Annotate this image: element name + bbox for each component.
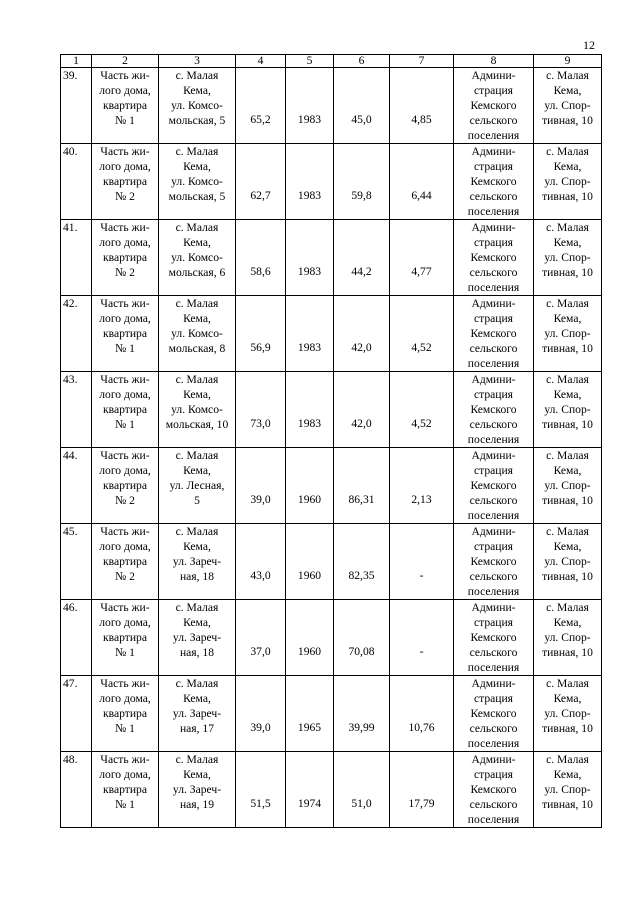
cell-value: 4,52 bbox=[390, 372, 454, 448]
cell-year: 1960 bbox=[286, 524, 334, 600]
table-row bbox=[61, 144, 602, 220]
cell-row-number: 43. bbox=[61, 372, 92, 448]
cell-object-name bbox=[92, 296, 159, 372]
cell-object-name-text: Часть жи- лого дома, квартира № 2 bbox=[99, 145, 151, 203]
cell-value: 4,52 bbox=[390, 296, 454, 372]
cell-holder-text: Админи- страция Кемского сельского поселения bbox=[467, 677, 520, 750]
cell-value: - bbox=[390, 600, 454, 676]
cell-holder-text: Админи- страция Кемского сельского поселения bbox=[467, 525, 520, 598]
cell-object-name bbox=[92, 144, 159, 220]
table-row bbox=[61, 68, 602, 144]
cell-area: 56,9 bbox=[236, 296, 286, 372]
cell-row-number: 48. bbox=[61, 752, 92, 828]
cell-holder-text: Админи- страция Кемского сельского поселения bbox=[467, 449, 520, 522]
table-row bbox=[61, 676, 602, 752]
cell-wear: 70,08 bbox=[334, 600, 390, 676]
cell-holder bbox=[454, 752, 534, 828]
cell-address bbox=[159, 600, 236, 676]
cell-area: 62,7 bbox=[236, 144, 286, 220]
table-row bbox=[61, 372, 602, 448]
cell-object-name-text: Часть жи- лого дома, квартира № 1 bbox=[99, 69, 151, 127]
cell-year: 1965 bbox=[286, 676, 334, 752]
cell-area: 73,0 bbox=[236, 372, 286, 448]
cell-object-name bbox=[92, 220, 159, 296]
cell-holder bbox=[454, 220, 534, 296]
cell-object-name-text: Часть жи- лого дома, квартира № 2 bbox=[99, 221, 151, 279]
column-number: 8 bbox=[454, 55, 534, 68]
cell-area: 37,0 bbox=[236, 600, 286, 676]
cell-address bbox=[159, 144, 236, 220]
cell-location bbox=[534, 372, 602, 448]
cell-location-text: с. Малая Кема, ул. Спор- тивная, 10 bbox=[542, 373, 593, 431]
cell-holder bbox=[454, 448, 534, 524]
cell-location bbox=[534, 144, 602, 220]
cell-wear: 59,8 bbox=[334, 144, 390, 220]
cell-location bbox=[534, 448, 602, 524]
cell-wear: 39,99 bbox=[334, 676, 390, 752]
table-row bbox=[61, 600, 602, 676]
cell-area: 43,0 bbox=[236, 524, 286, 600]
table-row bbox=[61, 752, 602, 828]
cell-holder bbox=[454, 68, 534, 144]
cell-object-name bbox=[92, 600, 159, 676]
cell-location bbox=[534, 676, 602, 752]
cell-object-name-text: Часть жи- лого дома, квартира № 1 bbox=[99, 373, 151, 431]
cell-row-number: 41. bbox=[61, 220, 92, 296]
cell-wear: 44,2 bbox=[334, 220, 390, 296]
cell-row-number: 46. bbox=[61, 600, 92, 676]
cell-holder bbox=[454, 600, 534, 676]
cell-location bbox=[534, 600, 602, 676]
cell-holder bbox=[454, 296, 534, 372]
cell-address-text: с. Малая Кема, ул. Зареч- ная, 17 bbox=[172, 677, 222, 735]
cell-location-text: с. Малая Кема, ул. Спор- тивная, 10 bbox=[542, 69, 593, 127]
cell-object-name bbox=[92, 676, 159, 752]
cell-location-text: с. Малая Кема, ул. Спор- тивная, 10 bbox=[542, 753, 593, 811]
cell-object-name-text: Часть жи- лого дома, квартира № 1 bbox=[99, 677, 151, 735]
cell-value: 4,85 bbox=[390, 68, 454, 144]
cell-row-number: 39. bbox=[61, 68, 92, 144]
cell-holder bbox=[454, 372, 534, 448]
cell-area: 58,6 bbox=[236, 220, 286, 296]
cell-location-text: с. Малая Кема, ул. Спор- тивная, 10 bbox=[542, 449, 593, 507]
cell-value: 6,44 bbox=[390, 144, 454, 220]
cell-row-number: 40. bbox=[61, 144, 92, 220]
cell-area: 65,2 bbox=[236, 68, 286, 144]
cell-wear: 45,0 bbox=[334, 68, 390, 144]
cell-location-text: с. Малая Кема, ул. Спор- тивная, 10 bbox=[542, 297, 593, 355]
cell-row-number: 45. bbox=[61, 524, 92, 600]
cell-value: 17,79 bbox=[390, 752, 454, 828]
cell-holder bbox=[454, 676, 534, 752]
cell-holder-text: Админи- страция Кемского сельского поселения bbox=[467, 601, 520, 674]
cell-holder bbox=[454, 144, 534, 220]
cell-location bbox=[534, 296, 602, 372]
cell-address bbox=[159, 372, 236, 448]
cell-value: 10,76 bbox=[390, 676, 454, 752]
cell-address-text: с. Малая Кема, ул. Зареч- ная, 18 bbox=[172, 601, 222, 659]
cell-address-text: с. Малая Кема, ул. Лесная, 5 bbox=[169, 449, 225, 507]
cell-object-name-text: Часть жи- лого дома, квартира № 1 bbox=[99, 753, 151, 811]
cell-row-number: 47. bbox=[61, 676, 92, 752]
cell-address bbox=[159, 752, 236, 828]
cell-location bbox=[534, 524, 602, 600]
cell-row-number: 44. bbox=[61, 448, 92, 524]
cell-location-text: с. Малая Кема, ул. Спор- тивная, 10 bbox=[542, 145, 593, 203]
cell-wear: 42,0 bbox=[334, 296, 390, 372]
cell-holder-text: Админи- страция Кемского сельского поселения bbox=[467, 753, 520, 826]
cell-location bbox=[534, 220, 602, 296]
cell-address-text: с. Малая Кема, ул. Комсо- мольская, 5 bbox=[168, 145, 226, 203]
column-number: 4 bbox=[236, 55, 286, 68]
cell-location bbox=[534, 752, 602, 828]
table-row bbox=[61, 524, 602, 600]
cell-location-text: с. Малая Кема, ул. Спор- тивная, 10 bbox=[542, 601, 593, 659]
cell-address-text: с. Малая Кема, ул. Комсо- мольская, 6 bbox=[168, 221, 226, 279]
cell-address-text: с. Малая Кема, ул. Комсо- мольская, 8 bbox=[168, 297, 226, 355]
table-row bbox=[61, 296, 602, 372]
cell-row-number: 42. bbox=[61, 296, 92, 372]
cell-object-name bbox=[92, 752, 159, 828]
cell-year: 1974 bbox=[286, 752, 334, 828]
cell-object-name bbox=[92, 448, 159, 524]
cell-address bbox=[159, 296, 236, 372]
cell-address-text: с. Малая Кема, ул. Комсо- мольская, 10 bbox=[165, 373, 229, 431]
cell-address-text: с. Малая Кема, ул. Зареч- ная, 18 bbox=[172, 525, 222, 583]
cell-address bbox=[159, 676, 236, 752]
cell-wear: 51,0 bbox=[334, 752, 390, 828]
cell-holder-text: Админи- страция Кемского сельского поселения bbox=[467, 145, 520, 218]
cell-location-text: с. Малая Кема, ул. Спор- тивная, 10 bbox=[542, 221, 593, 279]
cell-wear: 86,31 bbox=[334, 448, 390, 524]
cell-value: 4,77 bbox=[390, 220, 454, 296]
table-row bbox=[61, 448, 602, 524]
cell-holder-text: Админи- страция Кемского сельского поселения bbox=[467, 297, 520, 370]
cell-location-text: с. Малая Кема, ул. Спор- тивная, 10 bbox=[542, 677, 593, 735]
cell-year: 1983 bbox=[286, 144, 334, 220]
cell-object-name bbox=[92, 68, 159, 144]
page-number: 12 bbox=[583, 38, 595, 52]
column-number: 3 bbox=[159, 55, 236, 68]
cell-location bbox=[534, 68, 602, 144]
cell-address-text: с. Малая Кема, ул. Комсо- мольская, 5 bbox=[168, 69, 226, 127]
cell-address bbox=[159, 68, 236, 144]
cell-year: 1983 bbox=[286, 220, 334, 296]
cell-year: 1983 bbox=[286, 296, 334, 372]
column-number: 2 bbox=[92, 55, 159, 68]
cell-object-name bbox=[92, 524, 159, 600]
column-number: 1 bbox=[61, 55, 92, 68]
cell-holder-text: Админи- страция Кемского сельского поселения bbox=[467, 221, 520, 294]
cell-value: 2,13 bbox=[390, 448, 454, 524]
cell-area: 51,5 bbox=[236, 752, 286, 828]
cell-object-name bbox=[92, 372, 159, 448]
cell-area: 39,0 bbox=[236, 676, 286, 752]
cell-holder-text: Админи- страция Кемского сельского поселения bbox=[467, 373, 520, 446]
cell-year: 1983 bbox=[286, 372, 334, 448]
cell-holder-text: Админи- страция Кемского сельского поселения bbox=[467, 69, 520, 142]
cell-object-name-text: Часть жи- лого дома, квартира № 2 bbox=[99, 449, 151, 507]
cell-wear: 82,35 bbox=[334, 524, 390, 600]
cell-value: - bbox=[390, 524, 454, 600]
cell-year: 1983 bbox=[286, 68, 334, 144]
cell-area: 39,0 bbox=[236, 448, 286, 524]
cell-object-name-text: Часть жи- лого дома, квартира № 1 bbox=[99, 297, 151, 355]
cell-address bbox=[159, 448, 236, 524]
column-number: 6 bbox=[334, 55, 390, 68]
cell-address bbox=[159, 524, 236, 600]
column-number-row bbox=[61, 55, 602, 68]
column-number: 5 bbox=[286, 55, 334, 68]
cell-address-text: с. Малая Кема, ул. Зареч- ная, 19 bbox=[172, 753, 222, 811]
cell-year: 1960 bbox=[286, 448, 334, 524]
table-row bbox=[61, 220, 602, 296]
property-registry-table bbox=[60, 54, 602, 828]
cell-holder bbox=[454, 524, 534, 600]
cell-wear: 42,0 bbox=[334, 372, 390, 448]
cell-location-text: с. Малая Кема, ул. Спор- тивная, 10 bbox=[542, 525, 593, 583]
cell-object-name-text: Часть жи- лого дома, квартира № 1 bbox=[99, 601, 151, 659]
cell-object-name-text: Часть жи- лого дома, квартира № 2 bbox=[99, 525, 151, 583]
cell-year: 1960 bbox=[286, 600, 334, 676]
column-number: 7 bbox=[390, 55, 454, 68]
cell-address bbox=[159, 220, 236, 296]
column-number: 9 bbox=[534, 55, 602, 68]
